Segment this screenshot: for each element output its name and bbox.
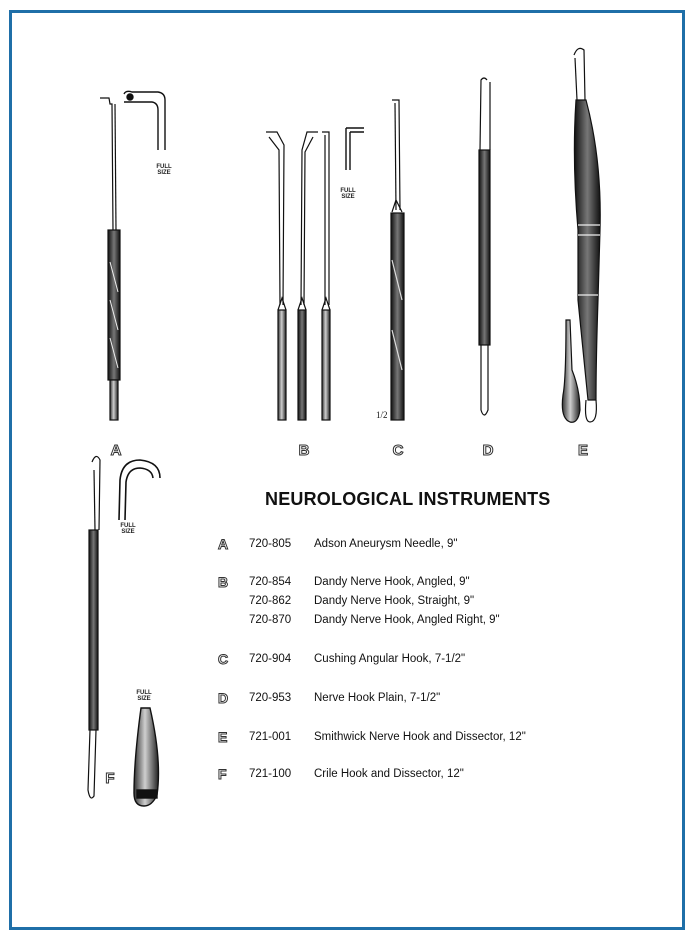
item-description: Cushing Angular Hook, 7-1/2" (314, 653, 466, 665)
full-size-label-f-dissector: FULL SIZE (136, 690, 152, 702)
full-size-label-a: FULL SIZE (156, 164, 172, 176)
instrument-a (100, 98, 120, 420)
item-description: Dandy Nerve Hook, Angled Right, 9" (314, 614, 500, 626)
item-letter: C (218, 651, 229, 667)
instrument-letter-a: A (110, 442, 122, 459)
item-description: Dandy Nerve Hook, Angled, 9" (314, 576, 470, 588)
item-code: 720-862 (249, 595, 292, 607)
instrument-c (391, 100, 404, 420)
instrument-letter-f: F (105, 770, 115, 787)
item-letter: D (218, 690, 229, 706)
item-description: Smithwick Nerve Hook and Dissector, 12" (314, 731, 526, 743)
item-code: 721-100 (249, 768, 292, 780)
instrument-b-full-size-hook (346, 128, 364, 170)
item-code: 720-854 (249, 576, 292, 588)
item-description: Dandy Nerve Hook, Straight, 9" (314, 595, 475, 607)
item-letter: A (218, 536, 229, 552)
item-letter: E (218, 729, 228, 745)
item-letter: F (218, 766, 227, 782)
item-description: Crile Hook and Dissector, 12" (314, 768, 464, 780)
item-description: Adson Aneurysm Needle, 9" (314, 538, 458, 550)
item-code: 720-870 (249, 614, 292, 626)
instrument-letter-b: B (298, 442, 310, 459)
instrument-f-full-size-dissector (134, 708, 158, 806)
instrument-f-full-size-hook (119, 460, 160, 520)
instrument-b (266, 132, 330, 420)
instrument-letter-d: D (482, 442, 494, 459)
item-code: 720-805 (249, 538, 292, 550)
full-size-label-b: FULL SIZE (340, 188, 356, 200)
item-code: 720-904 (249, 653, 292, 665)
instrument-e (562, 48, 600, 422)
instrument-letter-e: E (577, 442, 588, 459)
half-scale-label: 1/2 (376, 410, 388, 420)
instrument-letter-c: C (392, 442, 404, 459)
item-description: Nerve Hook Plain, 7-1/2" (314, 692, 441, 704)
full-size-label-f-hook: FULL SIZE (120, 523, 136, 535)
item-code: 721-001 (249, 731, 292, 743)
instrument-f (88, 456, 100, 798)
page-title: NEUROLOGICAL INSTRUMENTS (265, 489, 551, 509)
instrument-a-full-size-hook (124, 91, 165, 150)
item-letter: B (218, 574, 229, 590)
instrument-d (479, 78, 490, 415)
item-code: 720-953 (249, 692, 292, 704)
